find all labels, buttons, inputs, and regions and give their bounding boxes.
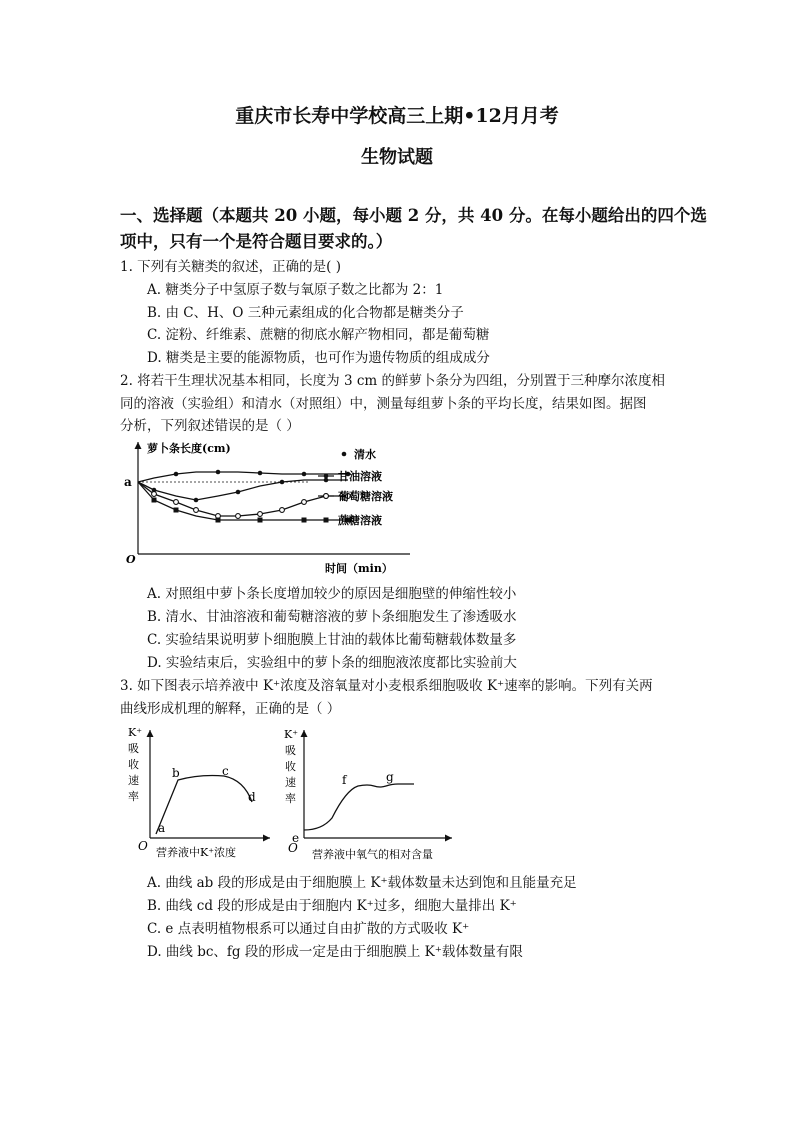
point-g: g: [386, 770, 394, 784]
q3-option-a: A. 曲线 ab 段的形成是由于细胞膜上 K⁺载体数量未达到饱和且能量充足: [147, 875, 577, 891]
point-d: d: [248, 790, 256, 804]
q3-stem-line2: 曲线形成机理的解释，正确的是（ ）: [120, 701, 341, 717]
y-axis-label: [128, 726, 142, 803]
q2-stem-line2: 同的溶液（实验组）和清水（对照组）中，测量每组萝卜条的平均长度，结果如图。据图: [120, 396, 647, 412]
q3-option-b: B. 曲线 cd 段的形成是由于细胞内 K⁺过多，细胞大量排出 K⁺: [147, 898, 517, 914]
point-b: b: [172, 766, 180, 780]
y-axis-label: [284, 728, 298, 805]
markers-glycerol: [152, 478, 329, 503]
chart-k-concentration: [120, 722, 280, 862]
ylabel-char: 吸: [128, 742, 139, 755]
ylabel-char: 率: [128, 790, 139, 803]
ylabel-char: K⁺: [284, 728, 299, 741]
a-label: a: [124, 475, 132, 489]
x-axis-label: 时间（min）: [325, 562, 393, 575]
q3-stem-line1: 3. 如下图表示培养液中 K⁺浓度及溶氧量对小麦根系细胞吸收 K⁺速率的影响。下列有关两: [120, 678, 653, 694]
q2-option-b: B. 清水、甘油溶液和葡萄糖溶液的萝卜条细胞发生了渗透吸水: [147, 609, 517, 625]
q2-stem-line3: 分析，下列叙述错误的是（ ）: [120, 418, 300, 434]
ylabel-char: 收: [128, 758, 139, 771]
legend: [318, 447, 393, 527]
point-a: a: [158, 821, 166, 835]
legend-glycerol: 甘油溶液: [338, 470, 382, 483]
x-axis-label: 营养液中氧气的相对含量: [312, 848, 433, 861]
point-f: f: [342, 773, 347, 787]
q2-option-c: C. 实验结果说明萝卜细胞膜上甘油的载体比葡萄糖载体数量多: [147, 632, 517, 648]
q2-stem-line1: 2. 将若干生理状况基本相同，长度为 3 cm 的鲜萝卜条分为四组，分别置于三种摩尔浓度相: [120, 373, 665, 389]
point-c: c: [222, 764, 229, 778]
q1-option-d: D. 糖类是主要的能源物质，也可作为遗传物质的组成成分: [147, 350, 490, 366]
y-axis-label: 萝卜条长度(cm): [147, 442, 231, 455]
ylabel-char: 收: [285, 760, 296, 773]
curve-k: [156, 776, 252, 835]
curve-sucrose: [138, 482, 348, 520]
point-e: e: [292, 831, 300, 845]
ylabel-char: K⁺: [128, 726, 143, 739]
legend-sucrose: 蔗糖溶液: [338, 514, 382, 527]
legend-glucose: 葡萄糖溶液: [338, 490, 393, 503]
chart-radish-length: [118, 436, 418, 576]
markers-sucrose: [152, 498, 351, 523]
q1-option-b: B. 由 C、H、O 三种元素组成的化合物都是糖类分子: [147, 305, 464, 321]
ylabel-char: 吸: [285, 744, 296, 757]
q1-option-c: C. 淀粉、纤维素、蔗糖的彻底水解产物相同，都是葡萄糖: [147, 327, 490, 343]
curve-glucose: [138, 482, 348, 516]
origin-label: O: [288, 841, 298, 855]
page-title: 重庆市长寿中学校高三上期•12月月考: [235, 105, 559, 127]
q3-option-c: C. e 点表明植物根系可以通过自由扩散的方式吸收 K⁺: [147, 921, 470, 937]
x-axis-label: 营养液中K⁺浓度: [156, 846, 237, 859]
ylabel-char: 率: [285, 792, 296, 805]
section-header-line1: 一、选择题（本题共 20 小题，每小题 2 分，共 40 分。在每小题给出的四个选: [120, 206, 707, 225]
q1-stem: 1. 下列有关糖类的叙述，正确的是( ): [120, 259, 341, 275]
origin-label: O: [126, 553, 136, 566]
q1-option-a: A. 糖类分子中氢原子数与氧原子数之比都为 2：1: [147, 282, 444, 298]
q3-option-d: D. 曲线 bc、fg 段的形成一定是由于细胞膜上 K⁺载体数量有限: [147, 944, 523, 960]
ylabel-char: 速: [128, 774, 139, 787]
legend-water: 清水: [354, 448, 376, 461]
q2-option-a: A. 对照组中萝卜条长度增加较少的原因是细胞壁的伸缩性较小: [147, 586, 517, 602]
page-subtitle: 生物试题: [361, 147, 433, 168]
chart-oxygen: [282, 722, 462, 862]
origin-label: O: [138, 839, 148, 853]
curve-oxygen: [304, 784, 414, 830]
section-header-line2: 项中，只有一个是符合题目要求的。）: [120, 232, 393, 251]
ylabel-char: 速: [285, 776, 296, 789]
curve-glycerol: [138, 480, 348, 500]
q2-option-d: D. 实验结束后，实验组中的萝卜条的细胞液浓度都比实验前大: [147, 655, 517, 671]
